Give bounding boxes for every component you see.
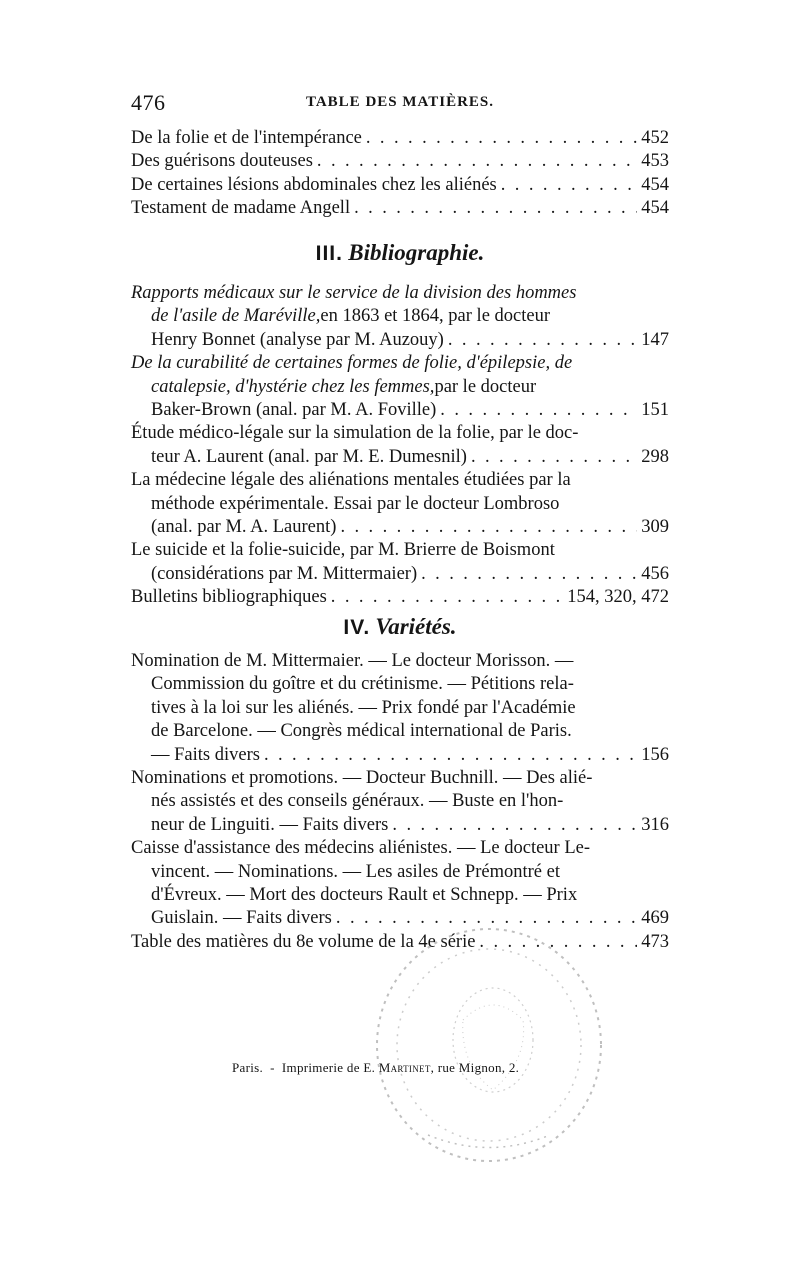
imprint-street: rue Mignon, 2. xyxy=(437,1060,520,1075)
section-heading-varietes: IV. Variétés. xyxy=(343,614,457,639)
page-number: 476 xyxy=(131,90,166,115)
toc-entry: Table des matières du 8e volume de la 4e série . . . 473 xyxy=(131,931,669,954)
entry-page: 454 xyxy=(641,174,669,195)
toc-entry: De certaines lésions abdominales chez les aliénés . . . 454 xyxy=(131,174,669,197)
section-ii-tail xyxy=(131,127,669,221)
library-stamp xyxy=(368,920,610,1170)
toc-entry: — Faits divers . . . 156 xyxy=(131,744,669,767)
entry-page: 473 xyxy=(641,931,669,952)
entry-page: 309 xyxy=(641,516,669,537)
entry-line: De la curabilité de certaines formes de folie, d'épilepsie, de xyxy=(131,353,573,374)
section-heading-bibliographie: III. Bibliographie. xyxy=(315,240,485,265)
section-iv-entries xyxy=(131,650,669,954)
entry-line: méthode expérimentale. Essai par le docteur Lombroso xyxy=(151,493,560,514)
entry-line: tives à la loi sur les aliénés. — Prix fondé par l'Académie xyxy=(151,697,576,718)
entry-line: Nomination de M. Mittermaier. — Le docteur Morisson. — xyxy=(131,651,574,671)
imprint-city: Paris. xyxy=(232,1060,264,1075)
section-iii-entries xyxy=(131,282,669,609)
toc-entry: De la folie et de l'intempérance . . . 452 xyxy=(131,127,669,150)
imprint: Paris. - Imprimerie de E. Martinet, rue Mignon, 2. xyxy=(232,1060,520,1075)
imprint-text: Imprimerie de E. xyxy=(281,1060,376,1075)
entry-page: 154, 320, 472 xyxy=(567,587,669,608)
toc-entry: (anal. par M. A. Laurent) . . . 309 xyxy=(131,516,669,539)
toc-entry: Henry Bonnet (analyse par M. Auzouy) . . . 147 xyxy=(131,329,669,352)
entry-line: de l'asile de Maréville, en 1863 et 1864, par le docteur xyxy=(151,306,551,327)
entry-page: 151 xyxy=(641,399,669,420)
toc-entry: Testament de madame Angell . . . 454 xyxy=(131,197,669,220)
entry-line: Étude médico-légale sur la simulation de la folie, par le doc- xyxy=(131,423,579,444)
entry-line: nés assistés et des conseils généraux. — Buste en l'hon- xyxy=(151,791,564,812)
entry-line: Nominations et promotions. — Docteur Buchnill. — Des alié- xyxy=(131,767,593,788)
entry-line: Le suicide et la folie-suicide, par M. Brierre de Boismont xyxy=(131,540,555,561)
stamp-seal-icon xyxy=(368,920,610,1170)
entry-page: 453 xyxy=(641,151,669,172)
toc-entry: (considérations par M. Mittermaier) . . . 456 xyxy=(131,563,669,586)
entry-page: 454 xyxy=(641,198,669,219)
entry-line: Commission du goître et du crétinisme. — Pétitions rela- xyxy=(151,674,574,695)
entry-page: 452 xyxy=(641,128,669,148)
toc-entry: Baker-Brown (anal. par M. A. Foville) . . . 151 xyxy=(131,399,669,422)
entry-page: 469 xyxy=(641,908,669,929)
toc-entry: Guislain. — Faits divers . . . 469 xyxy=(131,907,669,930)
running-title: TABLE DES MATIÈRES. xyxy=(305,94,495,110)
entry-page: 316 xyxy=(641,814,669,835)
page-header xyxy=(131,90,669,120)
entry-line: catalepsie, d'hystérie chez les femmes, par le docteur xyxy=(151,376,537,397)
entry-line: vincent. — Nominations. — Les asiles de Prémontré et xyxy=(151,861,560,882)
imprint-printer: Martinet, xyxy=(378,1060,435,1075)
toc-entry: Des guérisons douteuses . . . 453 xyxy=(131,150,669,173)
toc-entry: neur de Linguiti. — Faits divers . . . 316 xyxy=(131,814,669,837)
entry-line: Caisse d'assistance des médecins aliénistes. — Le docteur Le- xyxy=(131,838,591,859)
toc-entry: Bulletins bibliographiques . . . 154, 320, 472 xyxy=(131,586,669,609)
entry-line: de Barcelone. — Congrès médical international de Paris. xyxy=(151,721,572,742)
entry-page: 298 xyxy=(641,446,669,467)
entry-page: 156 xyxy=(641,744,669,765)
toc-entry: teur A. Laurent (anal. par M. E. Dumesnil) . . . 298 xyxy=(131,446,669,469)
entry-line: La médecine légale des aliénations mentales étudiées par la xyxy=(131,470,571,491)
entry-line: d'Évreux. — Mort des docteurs Rault et Schnepp. — Prix xyxy=(151,884,578,905)
entry-page: 147 xyxy=(641,329,669,350)
entry-line: Rapports médicaux sur le service de la division des hommes xyxy=(131,283,577,303)
entry-page: 456 xyxy=(641,563,669,584)
